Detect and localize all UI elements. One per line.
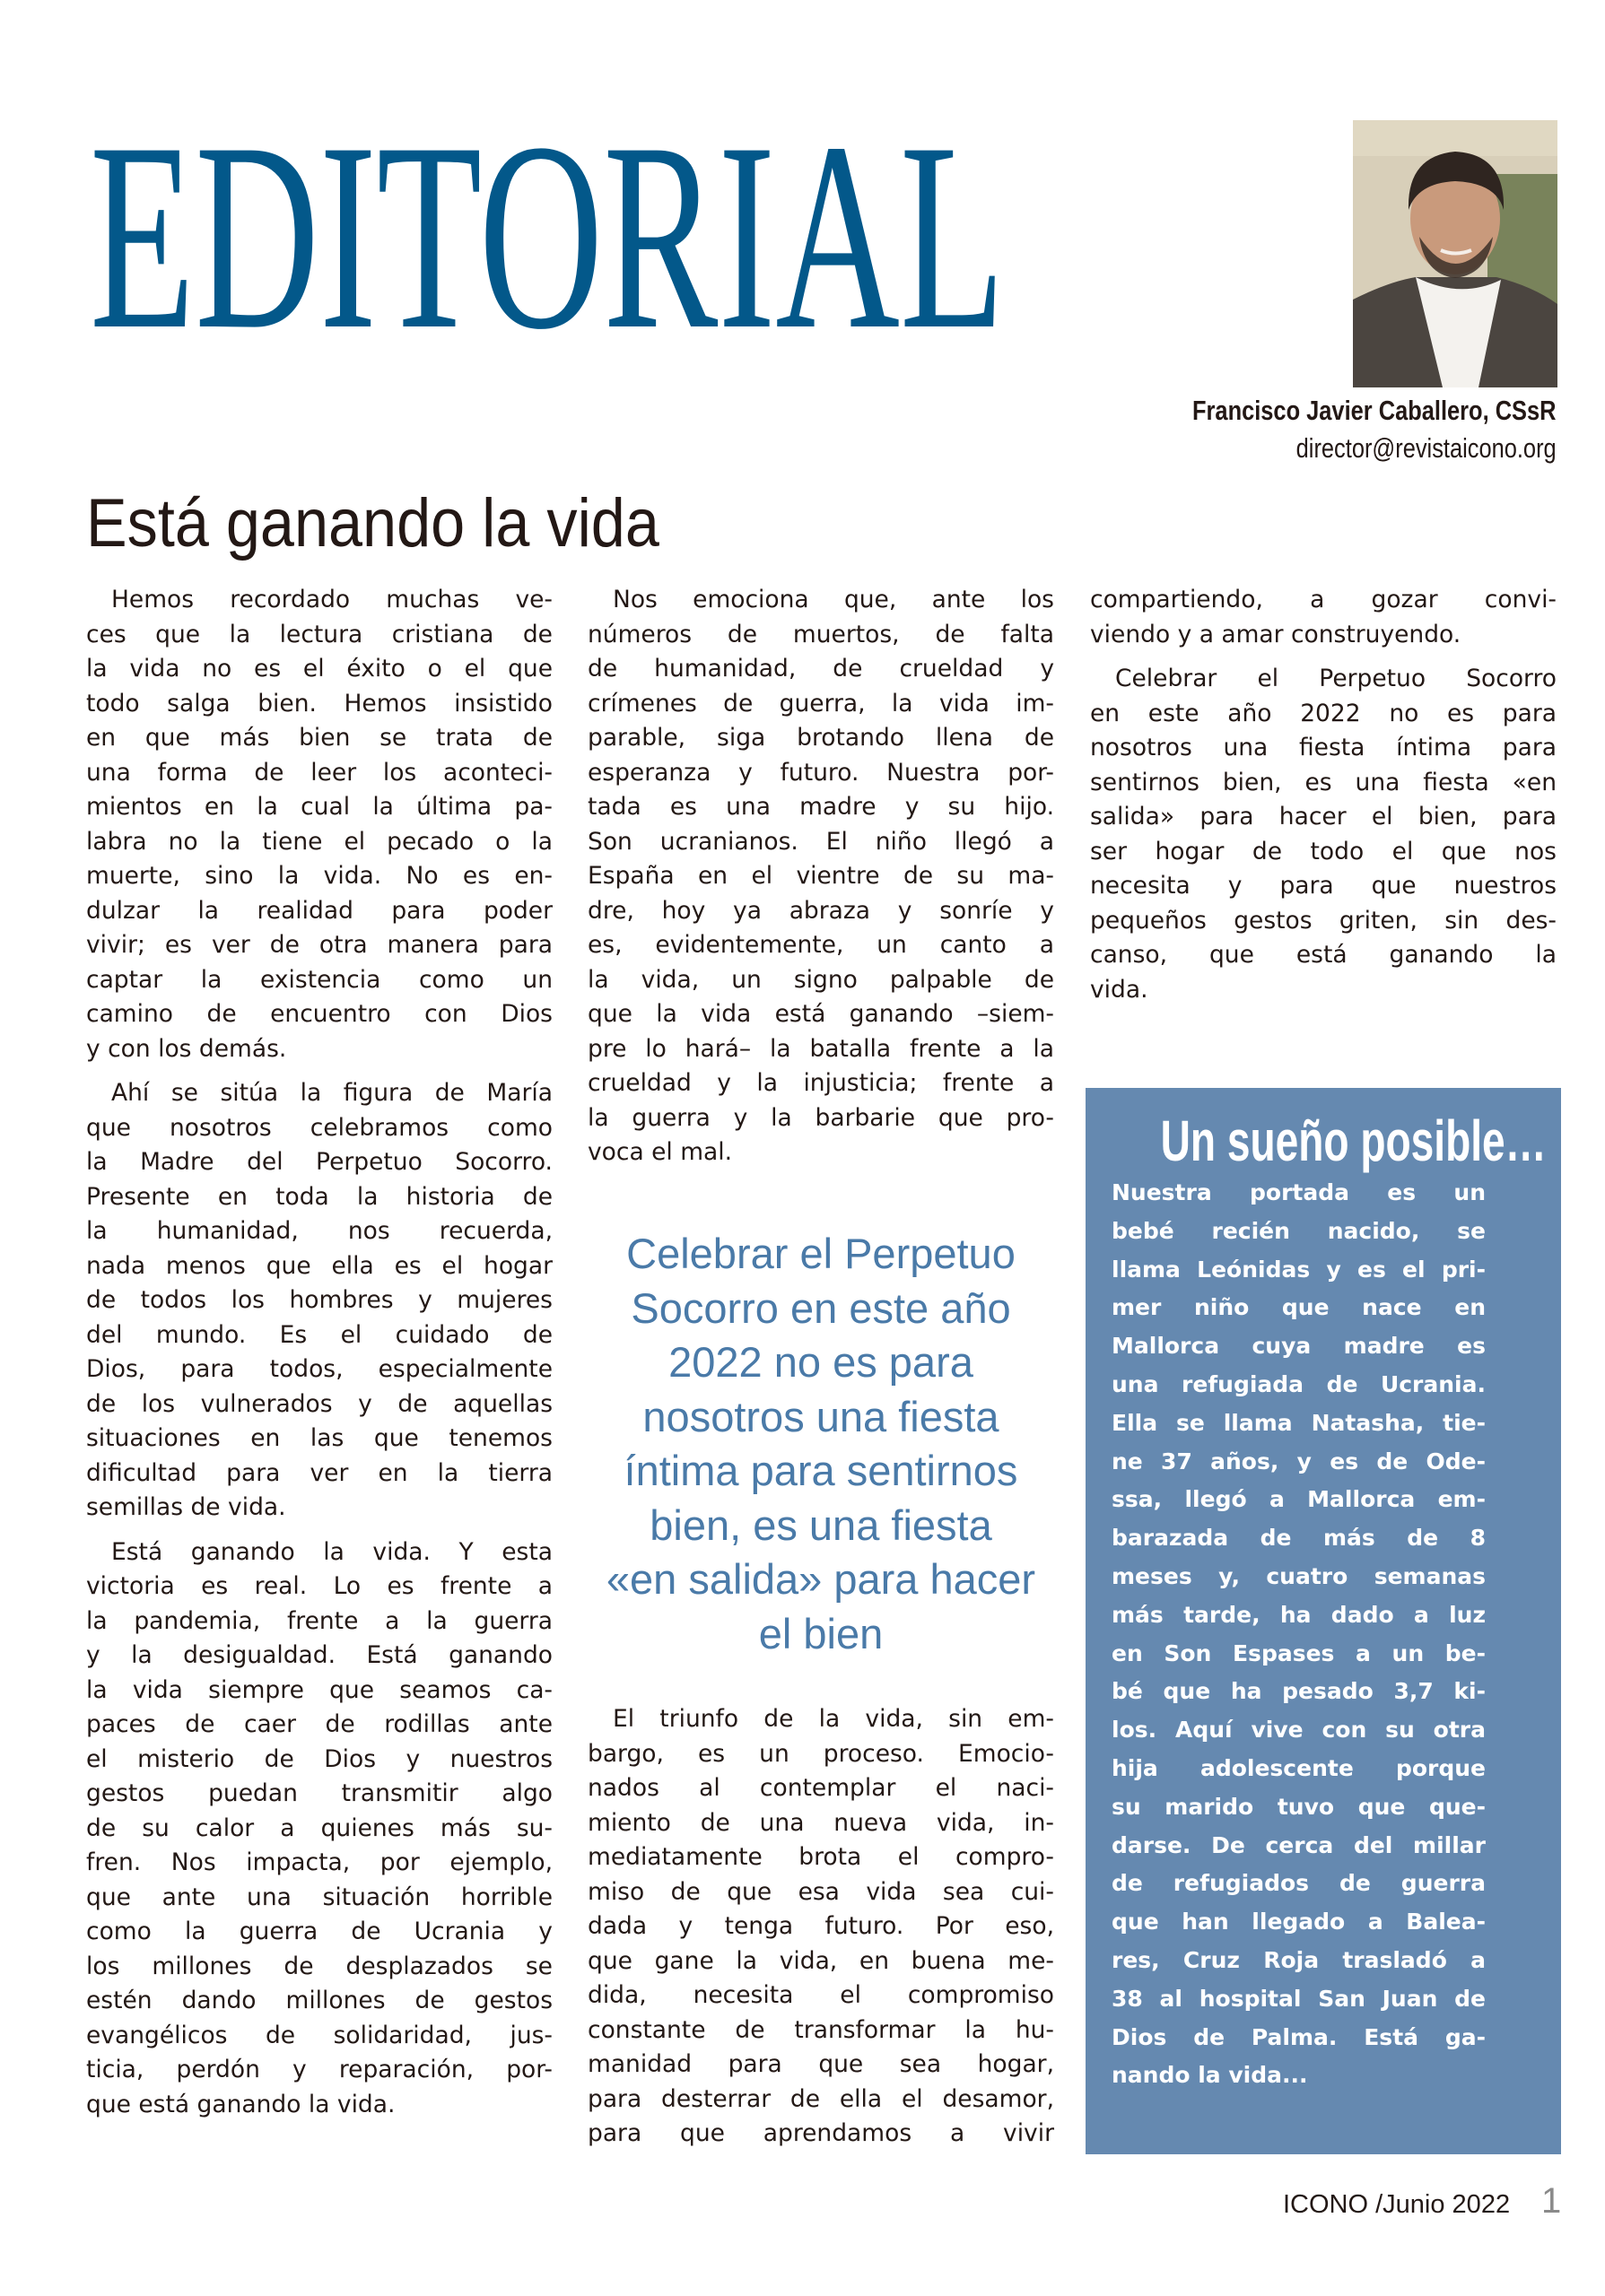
text-line: labra no la tiene el pecado o la <box>86 827 553 856</box>
text-line: tada es una madre y su hijo. <box>588 793 1054 821</box>
text-line: y la desigualdad. Está ganando <box>86 1641 553 1669</box>
text-line: que nosotros celebramos como <box>86 1113 553 1142</box>
page-number: 1 <box>1541 2181 1562 2221</box>
sidebar-text-line: ne 37 años, y es de Ode- <box>1112 1448 1486 1474</box>
text-line: la pandemia, frente a la guerra <box>86 1606 553 1635</box>
column-1 <box>86 583 553 2132</box>
text-line: nada menos que ella es el hogar <box>86 1251 553 1280</box>
sidebar-title-text: Un sueño posible… <box>1160 1109 1547 1173</box>
text-line: dre, hoy ya abraza y sonríe y <box>588 896 1054 925</box>
pull-quote <box>588 1227 1054 1661</box>
pull-quote-line: bien, es una fiesta <box>650 1500 992 1549</box>
text-line: captar la existencia como un <box>86 965 553 994</box>
masthead-title: EDITORIAL <box>90 87 1006 385</box>
footer-issue-label: ICONO /Junio 2022 <box>1283 2190 1511 2219</box>
text-line: dificultad para ver en la tierra <box>86 1458 553 1487</box>
text-line: ser hogar de todo el que nos <box>1090 837 1557 865</box>
text-line: muerte, sino la vida. No es en- <box>86 862 553 890</box>
text-line: situaciones en las que tenemos <box>86 1424 553 1452</box>
sidebar-text-line: una refugiada de Ucrania. <box>1112 1370 1486 1397</box>
text-line: necesita y para que nuestros <box>1090 872 1557 900</box>
text-line: Hemos recordado muchas ve- <box>111 586 553 613</box>
paragraph <box>1090 583 1557 652</box>
text-line: para que aprendamos a vivir <box>588 2119 1054 2147</box>
text-line: y con los demás. <box>86 1034 287 1063</box>
text-line: bargo, es un proceso. Emocio- <box>588 1739 1054 1768</box>
text-line: la vida siempre que seamos ca- <box>86 1675 553 1704</box>
text-line: de humanidad, de crueldad y <box>588 655 1054 683</box>
sidebar-text-line: meses y, cuatro semanas <box>1112 1562 1486 1589</box>
paragraph <box>1090 662 1557 1007</box>
text-line: ticia, perdón y reparación, por- <box>86 2056 553 2083</box>
text-line: semillas de vida. <box>86 1493 286 1521</box>
sidebar-body <box>1112 1174 1486 2095</box>
text-line: Son ucranianos. El niño llegó a <box>588 827 1054 856</box>
text-line: viendo y a amar construyendo. <box>1090 620 1461 648</box>
pull-quote-line: 2022 no es para <box>668 1338 973 1386</box>
sidebar-text-line: en Son Espases a un be- <box>1112 1639 1486 1666</box>
text-line: salida» para hacer el bien, para <box>1090 803 1557 831</box>
sidebar-text-line: hija adolescente porque <box>1112 1754 1486 1781</box>
author-name: Francisco Javier Caballero, CSsR <box>1192 395 1557 426</box>
sidebar-text-line: res, Cruz Roja trasladó a <box>1112 1946 1486 1973</box>
text-line: pequeños gestos griten, sin des- <box>1090 906 1557 935</box>
paragraph <box>86 1535 553 2123</box>
text-line: dida, necesita el compromiso <box>588 1981 1054 2009</box>
text-line: una forma de leer los aconteci- <box>86 758 553 787</box>
text-line: esperanza y futuro. Nuestra por- <box>588 758 1054 787</box>
text-line: la guerra y la barbarie que pro- <box>588 1103 1054 1132</box>
pull-quote-line: el bien <box>758 1609 884 1657</box>
text-line: Está ganando la vida. Y esta <box>111 1537 553 1566</box>
text-line: crímenes de guerra, la vida im- <box>588 689 1054 718</box>
sidebar-text-line: Dios de Palma. Está ga- <box>1112 2023 1486 2050</box>
text-line: parable, siga brotando llena de <box>588 724 1054 752</box>
sidebar-text-line: mer niño que nace en <box>1112 1294 1486 1321</box>
sidebar-text-line: bé que ha pesado 3,7 ki- <box>1112 1678 1486 1705</box>
sidebar-text-line: llama Leónidas y es el pri- <box>1112 1256 1486 1283</box>
text-line: dada y tenga futuro. Por eso, <box>588 1912 1054 1940</box>
text-line: España en el vientre de su ma- <box>588 862 1054 890</box>
text-line: para desterrar de ella el desamor, <box>588 2084 1054 2113</box>
sidebar-text-line: Ella se llama Natasha, tie- <box>1112 1409 1486 1436</box>
text-line: la vida no es el éxito o el que <box>86 655 553 683</box>
article-headline: Está ganando la vida <box>86 485 659 561</box>
text-line: mientos en la cual la última pa- <box>86 793 553 821</box>
text-line: del mundo. Es el cuidado de <box>86 1320 553 1349</box>
sidebar-text-line: ssa, llegó a Mallorca em- <box>1112 1486 1486 1513</box>
text-line: que la vida está ganando –siem- <box>588 1000 1054 1028</box>
text-line: manidad para que sea hogar, <box>588 2050 1054 2078</box>
text-line: ces que la lectura cristiana de <box>86 620 553 648</box>
text-line: que está ganando la vida. <box>86 2090 396 2118</box>
sidebar-text-line: Mallorca cuya madre es <box>1112 1333 1486 1360</box>
text-line: Presente en toda la historia de <box>86 1182 553 1211</box>
text-line: como la guerra de Ucrania y <box>86 1918 553 1945</box>
text-line: el misterio de Dios y nuestros <box>86 1744 553 1773</box>
text-line: números de muertos, de falta <box>588 620 1054 648</box>
text-line: miso de que esa vida sea cui- <box>588 1877 1054 1906</box>
text-line: de su calor a quienes más su- <box>86 1813 553 1842</box>
text-line: dulzar la realidad para poder <box>86 896 553 925</box>
text-line: de los vulnerados y de aquellas <box>86 1389 553 1418</box>
text-line: El triunfo de la vida, sin em- <box>613 1705 1054 1733</box>
text-line: sentirnos bien, es una fiesta «en <box>1090 768 1557 796</box>
sidebar-text-line: Nuestra portada es un <box>1112 1179 1486 1205</box>
text-line: en este año 2022 no es para <box>1090 699 1557 727</box>
column-2-top <box>588 583 1054 1180</box>
text-line: la vida, un signo palpable de <box>588 965 1054 994</box>
sidebar-text-line: más tarde, ha dado a luz <box>1112 1601 1486 1628</box>
text-line: nosotros una fiesta íntima para <box>1090 734 1557 761</box>
text-line: fren. Nos impacta, por ejemplo, <box>86 1848 553 1876</box>
text-line: Ahí se sitúa la figura de María <box>111 1079 553 1107</box>
pull-quote-line: «en salida» para hacer <box>606 1555 1036 1603</box>
pull-quote-line: Celebrar el Perpetuo <box>626 1230 1016 1277</box>
text-line: Dios, para todos, especialmente <box>86 1355 553 1383</box>
text-line: crueldad y la injusticia; frente a <box>588 1069 1054 1097</box>
paragraph <box>588 583 1054 1170</box>
author-email-link[interactable]: director@revistaicono.org <box>1295 432 1557 464</box>
pull-quote-line: íntima para sentirnos <box>624 1447 1018 1494</box>
sidebar-text-line: los. Aquí vive con su otra <box>1112 1717 1486 1744</box>
pull-quote-line: nosotros una fiesta <box>642 1392 999 1440</box>
pull-quote-line: Socorro en este año <box>631 1283 1011 1332</box>
text-line: victoria es real. Lo es frente a <box>86 1572 553 1600</box>
text-line: que gane la vida, en buena me- <box>588 1946 1054 1975</box>
text-line: constante de transformar la hu- <box>588 2015 1054 2044</box>
paragraph <box>86 1076 553 1526</box>
text-line: Nos emociona que, ante los <box>613 586 1054 613</box>
column-2-bottom <box>588 1702 1054 2161</box>
column-3 <box>1090 583 1557 1017</box>
sidebar-text-line: su marido tuvo que que- <box>1112 1793 1486 1820</box>
text-line: en que más bien se trata de <box>86 724 553 752</box>
sidebar-text-line: bebé recién nacido, se <box>1112 1217 1486 1244</box>
text-line: canso, que está ganando la <box>1090 941 1557 969</box>
text-line: miento de una nueva vida, in- <box>588 1808 1054 1837</box>
sidebar-text-line: darse. De cerca del millar <box>1112 1831 1486 1858</box>
text-line: Celebrar el Perpetuo Socorro <box>1115 665 1557 692</box>
text-line: los millones de desplazados se <box>86 1952 553 1980</box>
text-line: vida. <box>1090 975 1148 1004</box>
text-line: es, evidentemente, un canto a <box>588 931 1054 959</box>
text-line: la humanidad, nos recuerda, <box>86 1217 553 1245</box>
text-line: estén dando millones de gestos <box>86 1987 553 2014</box>
sidebar-text-line: que han llegado a Balea- <box>1112 1909 1486 1935</box>
paragraph <box>86 583 553 1066</box>
sidebar-text-line: barazada de más de 8 <box>1112 1525 1486 1552</box>
sidebar-title <box>1086 1105 1561 1177</box>
paragraph <box>588 1702 1054 2152</box>
text-line: evangélicos de solidaridad, jus- <box>86 2021 553 2049</box>
text-line: gestos puedan transmitir algo <box>86 1779 553 1807</box>
text-line: voca el mal. <box>588 1138 733 1166</box>
text-line: de todos los hombres y mujeres <box>86 1286 553 1314</box>
sidebar-text-line: nando la vida... <box>1112 2062 1308 2089</box>
sidebar-text-line: 38 al hospital San Juan de <box>1112 1985 1486 2012</box>
text-line: que ante una situación horrible <box>86 1883 553 1911</box>
text-line: paces de caer de rodillas ante <box>86 1710 553 1738</box>
text-line: camino de encuentro con Dios <box>86 1000 553 1028</box>
text-line: vivir; es ver de otra manera para <box>86 931 553 959</box>
text-line: mediatamente brota el compro- <box>588 1843 1054 1871</box>
text-line: todo salga bien. Hemos insistido <box>86 689 553 718</box>
author-photo <box>1353 120 1557 387</box>
text-line: la Madre del Perpetuo Socorro. <box>86 1148 553 1176</box>
text-line: compartiendo, a gozar convi- <box>1090 586 1557 613</box>
sidebar-text-line: de refugiados de guerra <box>1112 1870 1486 1897</box>
text-line: nados al contemplar el naci- <box>588 1774 1054 1802</box>
portrait-image <box>1353 120 1557 387</box>
text-line: pre lo hará– la batalla frente a la <box>588 1034 1054 1063</box>
